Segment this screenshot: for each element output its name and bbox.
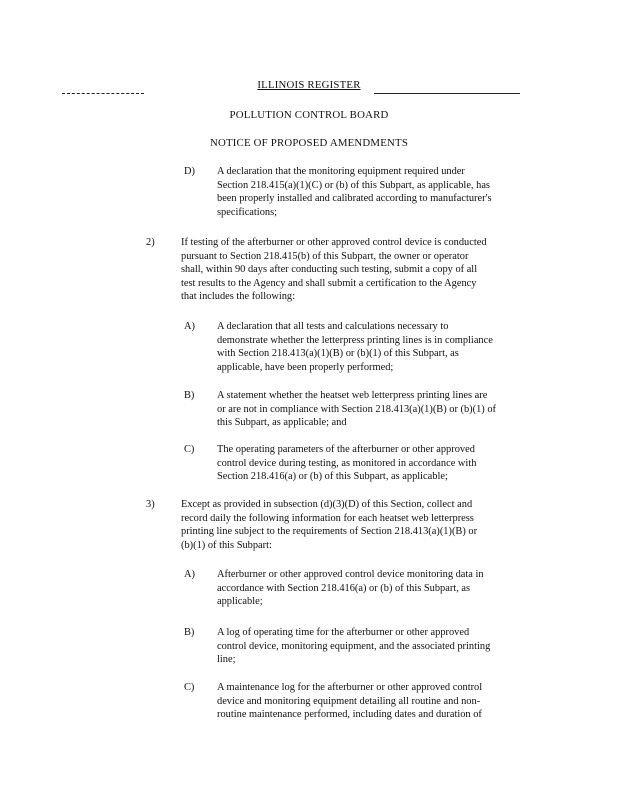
- item-text: [181, 236, 561, 304]
- item-line: If testing of the afterburner or other approved control device is conducted: [181, 237, 487, 248]
- item-line: pursuant to Section 218.415(b) of this Subpart, the owner or operator: [181, 250, 469, 262]
- item-line: Section 218.415(a)(1)(C) or (b) of this Subpart, as applicable, has: [217, 179, 490, 191]
- item-line: A declaration that the monitoring equipment required under: [217, 166, 465, 177]
- item-line: been properly installed and calibrated according to manufacturer's: [217, 193, 492, 205]
- item-line: A statement whether the heatset web letterpress printing lines are: [217, 390, 488, 401]
- item-line: applicable;: [217, 596, 263, 608]
- item-marker: C): [184, 682, 195, 693]
- item-text: [217, 320, 562, 374]
- item-line: demonstrate whether the letterpress printing lines is in compliance: [217, 334, 493, 346]
- item-line: A maintenance log for the afterburner or other approved control: [217, 682, 483, 693]
- notice-title: NOTICE OF PROPOSED AMENDMENTS: [209, 137, 409, 149]
- item-line: record daily the following information for each heatset web letterpress: [181, 512, 474, 524]
- item-line: that includes the following:: [181, 291, 295, 303]
- item-line: (b)(1) of this Subpart:: [181, 539, 272, 551]
- header-rule-left: [62, 93, 144, 94]
- item-line: shall, within 90 days after conducting such testing, submit a copy of all: [181, 264, 478, 276]
- item-line: The operating parameters of the afterburner or other approved: [217, 444, 475, 455]
- item-line: this Subpart, as applicable; and: [217, 417, 347, 429]
- item-line: A log of operating time for the afterburner or other approved: [217, 627, 470, 638]
- item-line: control device during testing, as monitored in accordance with: [217, 457, 477, 469]
- item-marker: 3): [146, 499, 155, 510]
- item-line: test results to the Agency and shall submit a certification to the Agency: [181, 277, 477, 289]
- item-line: accordance with Section 218.416(a) or (b) of this Subpart, as: [217, 582, 471, 594]
- item-line: or are not in compliance with Section 218.413(a)(1)(B) or (b)(1) of: [217, 403, 497, 415]
- item-text: [217, 165, 557, 219]
- item-line: Section 218.416(a) or (b) of this Subpart, as applicable;: [217, 471, 448, 483]
- item-text: [217, 626, 562, 667]
- item-line: Except as provided in subsection (d)(3)(D) of this Section, collect and: [181, 499, 473, 510]
- item-text: [217, 389, 562, 430]
- item-line: Afterburner or other approved control device monitoring data in: [217, 569, 484, 580]
- item-line: A declaration that all tests and calculations necessary to: [217, 321, 449, 332]
- item-line: applicable, have been properly performed;: [217, 361, 394, 373]
- item-marker: A): [184, 321, 195, 332]
- item-marker: 2): [146, 237, 155, 248]
- item-line: device and monitoring equipment detailing all routine and non-: [217, 695, 481, 707]
- item-text: [217, 443, 562, 484]
- item-line: printing line subject to the requirements of Section 218.413(a)(1)(B) or: [181, 526, 478, 538]
- item-text: [217, 681, 562, 722]
- item-text: [217, 568, 562, 609]
- item-marker: B): [184, 627, 195, 638]
- board-title: POLLUTION CONTROL BOARD: [229, 109, 389, 121]
- item-marker: B): [184, 390, 195, 401]
- item-line: with Section 218.413(a)(1)(B) or (b)(1) of this Subpart, as: [217, 348, 459, 360]
- item-marker: D): [184, 166, 195, 177]
- item-line: line;: [217, 654, 236, 666]
- item-line: routine maintenance performed, including dates and duration of: [217, 709, 482, 721]
- item-marker: C): [184, 444, 195, 455]
- item-text: [181, 498, 561, 552]
- item-marker: A): [184, 569, 195, 580]
- register-title: ILLINOIS REGISTER: [257, 79, 361, 91]
- item-line: specifications;: [217, 206, 278, 218]
- item-line: control device, monitoring equipment, and the associated printing: [217, 640, 491, 652]
- header-rule-right: [374, 93, 520, 94]
